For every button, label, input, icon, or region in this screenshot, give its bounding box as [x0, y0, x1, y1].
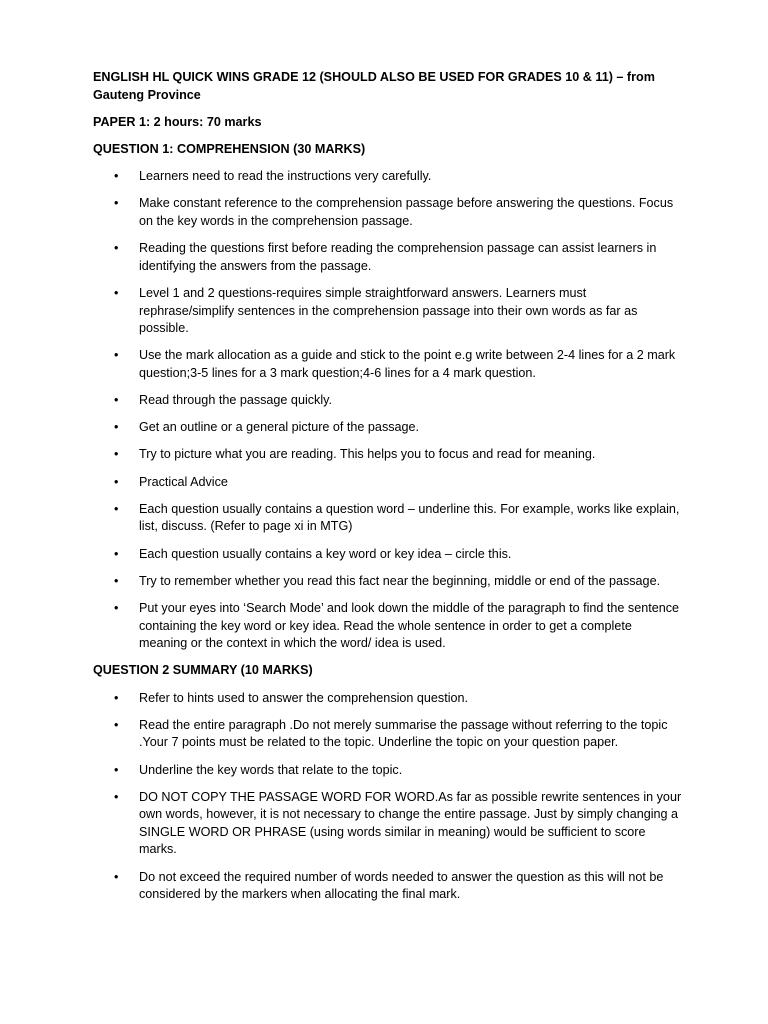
bullet-icon: • — [114, 241, 119, 256]
list-item-text: Make constant reference to the comprehension passage before answering the questions. Focus on the key words in the comprehension passage. — [139, 196, 674, 228]
section-heading: QUESTION 2 SUMMARY (10 MARKS) — [93, 663, 313, 678]
bullet-icon: • — [114, 474, 119, 489]
list-item-text: Reading the questions first before reading the comprehension passage can assist learners in identifying the answers from the passage. — [139, 241, 657, 273]
list-item — [93, 419, 683, 437]
list-item — [93, 600, 683, 653]
document-title: ENGLISH HL QUICK WINS GRADE 12 (SHOULD ALSO BE USED FOR GRADES 10 & 11) – from Gauteng Province — [93, 70, 655, 102]
bullet-icon: • — [114, 169, 119, 184]
list-item — [93, 501, 683, 536]
bullet-icon: • — [114, 573, 119, 588]
bullet-icon: • — [114, 717, 119, 732]
list-item-text: Do not exceed the required number of words needed to answer the question as this will not be considered by the markers when allocating the final mark. — [139, 869, 664, 902]
list-item — [93, 240, 683, 275]
bullet-icon: • — [114, 869, 119, 884]
section-heading: QUESTION 1: COMPREHENSION (30 MARKS) — [93, 141, 366, 156]
bullet-list — [93, 168, 683, 653]
bullet-icon: • — [114, 447, 119, 462]
list-item-text: Get an outline or a general picture of the passage. — [139, 420, 420, 435]
list-item-text: Each question usually contains a key word or key idea – circle this. — [139, 546, 512, 561]
bullet-icon: • — [114, 285, 119, 300]
list-item — [93, 573, 683, 591]
list-item-text: Try to picture what you are reading. This helps you to focus and read for meaning. — [139, 447, 596, 462]
list-item-text: Try to remember whether you read this fact near the beginning, middle or end of the passage. — [139, 573, 661, 588]
list-item — [93, 392, 683, 410]
list-item — [93, 446, 683, 464]
bullet-icon: • — [114, 393, 119, 408]
list-item-text: Read through the passage quickly. — [139, 393, 332, 408]
paper-heading: PAPER 1: 2 hours: 70 marks — [93, 114, 262, 129]
bullet-icon: • — [114, 348, 119, 363]
bullet-list — [93, 690, 683, 904]
bullet-icon: • — [114, 420, 119, 435]
list-item — [93, 762, 683, 780]
bullet-icon: • — [114, 546, 119, 561]
list-item-text: Put your eyes into ‘Search Mode’ and look down the middle of the paragraph to find the sentence containing the key word or key idea. Read the whole sentence in order to get a complete meaning or the context in which the word/ idea is used. — [139, 600, 680, 651]
list-item — [93, 690, 683, 708]
list-item — [93, 474, 683, 492]
list-item — [93, 869, 683, 904]
list-item-text: Level 1 and 2 questions-requires simple straightforward answers. Learners must rephrase/simplify sentences in the comprehension passage into their own words as far as possible. — [139, 285, 638, 336]
bullet-icon: • — [114, 600, 119, 615]
list-item-text: DO NOT COPY THE PASSAGE WORD FOR WORD.As far as possible rewrite sentences in your own words, however, it is not necessary to change the entire passage. Just by simply changing a SINGLE WORD OR PHRASE (using words similar in meaning) would be sufficient to score marks. — [139, 789, 682, 857]
list-item-text: Refer to hints used to answer the comprehension question. — [139, 690, 469, 705]
list-item — [93, 285, 683, 338]
list-item-text: Learners need to read the instructions very carefully. — [139, 169, 432, 184]
list-item — [93, 168, 683, 186]
document-sections — [93, 141, 683, 904]
list-item — [93, 789, 683, 859]
bullet-icon: • — [114, 196, 119, 211]
bullet-icon: • — [114, 762, 119, 777]
bullet-icon: • — [114, 690, 119, 705]
list-item-text: Practical Advice — [139, 474, 228, 489]
list-item-text: Each question usually contains a question word – underline this. For example, works like explain, list, discuss. (Refer to page xi in MTG) — [139, 501, 680, 534]
list-item — [93, 717, 683, 752]
list-item — [93, 347, 683, 382]
bullet-icon: • — [114, 501, 119, 516]
bullet-icon: • — [114, 789, 119, 804]
list-item — [93, 546, 683, 564]
list-item — [93, 195, 683, 230]
list-item-text: Underline the key words that relate to the topic. — [139, 762, 403, 777]
list-item-text: Use the mark allocation as a guide and stick to the point e.g write between 2-4 lines for a 2 mark question;3-5 lines for a 3 mark question;4-6 lines for a 4 mark question. — [139, 348, 676, 380]
document-page — [93, 69, 683, 913]
list-item-text: Read the entire paragraph .Do not merely summarise the passage without referring to the topic .Your 7 points must be related to the topic. Underline the topic on your question paper. — [139, 717, 668, 750]
